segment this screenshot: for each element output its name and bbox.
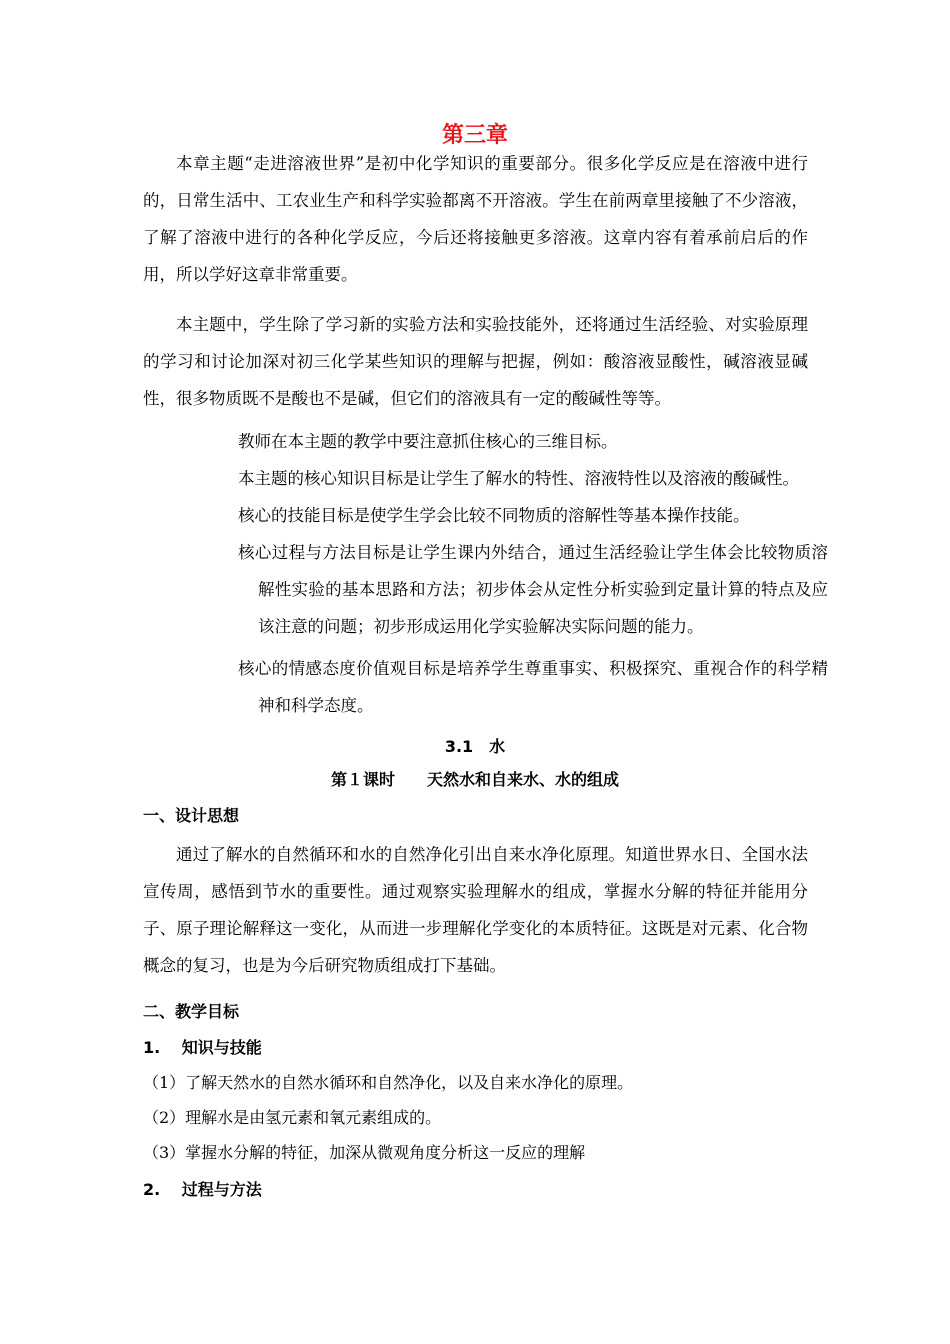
design-paragraph: 通过了解水的自然循环和水的自然净化引出自来水净化原理。知道世界水日、全国水法宣传周，感悟到节水的重要性。通过观察实验理解水的组成，掌握水分解的特征并能用分子、原子理论解释这一变化，从而进一步理解化学变化的本质特征。这既是对元素、化合物概念的复习，也是为今后研究物质组成打下基础。 xyxy=(143,845,808,975)
lesson-title: 第１课时 天然水和自来水、水的组成 xyxy=(330,770,619,789)
design-heading: 一、设计思想 xyxy=(143,806,240,825)
objectives-heading: 二、教学目标 xyxy=(143,1002,240,1021)
section-title: 3.1 水 xyxy=(444,737,506,756)
objective-subheading-process: 2. 过程与方法 xyxy=(143,1180,262,1199)
chapter-title: 第三章 xyxy=(441,123,508,148)
goal-emotion: 核心的情感态度价值观目标是培养学生尊重事实、积极探究、重视合作的科学精神和科学态度。 xyxy=(238,659,828,715)
objective-item-3: （3）掌握水分解的特征，加深从微观角度分析这一反应的理解 xyxy=(143,1143,586,1162)
intro-paragraph-1: 本章主题“走进溶液世界”是初中化学知识的重要部分。很多化学反应是在溶液中进行的，日常生活中、工农业生产和科学实验都离不开溶液。学生在前两章里接触了不少溶液，了解了溶液中进行的各种化学反应，今后还将接触更多溶液。这章内容有着承前启后的作用，所以学好这章非常重要。 xyxy=(143,154,808,284)
objective-item-1: （1）了解天然水的自然水循环和自然净化，以及自来水净化的原理。 xyxy=(143,1073,634,1092)
goal-knowledge: 本主题的核心知识目标是让学生了解水的特性、溶液特性以及溶液的酸碱性。 xyxy=(238,469,799,488)
intro-paragraph-2: 本主题中，学生除了学习新的实验方法和实验技能外，还将通过生活经验、对实验原理的学习和讨论加深对初三化学某些知识的理解与把握，例如：酸溶液显酸性，碱溶液显碱性，很多物质既不是酸也不是碱，但它们的溶液具有一定的酸碱性等等。 xyxy=(143,315,808,408)
objective-subheading-knowledge: 1. 知识与技能 xyxy=(143,1038,262,1057)
objective-item-2: （2）理解水是由氢元素和氧元素组成的。 xyxy=(143,1108,442,1127)
goal-intro: 教师在本主题的教学中要注意抓住核心的三维目标。 xyxy=(238,432,618,451)
goal-skill: 核心的技能目标是使学生学会比较不同物质的溶解性等基本操作技能。 xyxy=(238,506,750,525)
goal-process-method: 核心过程与方法目标是让学生课内外结合，通过生活经验让学生体会比较物质溶解性实验的基本思路和方法；初步体会从定性分析实验到定量计算的特点及应该注意的问题；初步形成运用化学实验解决实际问题的能力。 xyxy=(238,543,828,636)
